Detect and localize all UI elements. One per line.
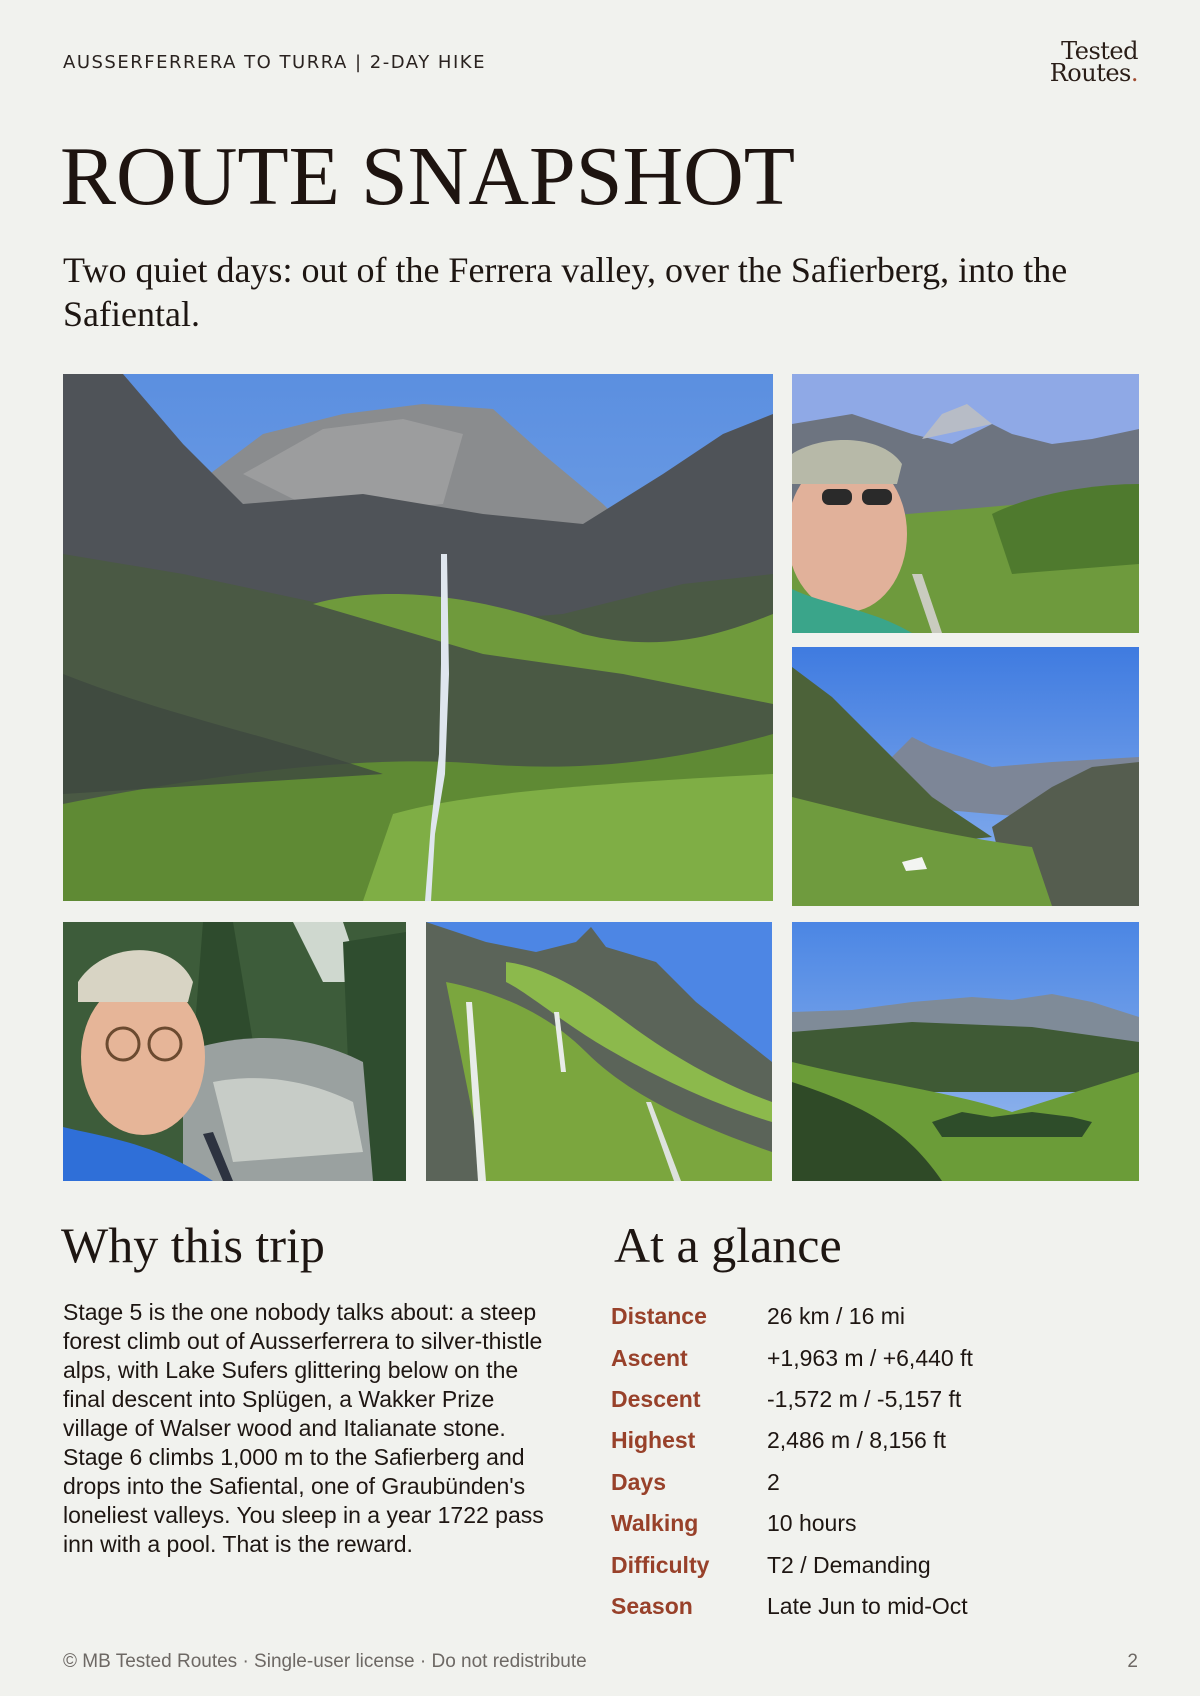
- glance-table: [611, 1296, 1151, 1627]
- glance-value: 2: [767, 1468, 780, 1495]
- glance-key: Highest: [611, 1427, 696, 1454]
- page-title: ROUTE SNAPSHOT: [60, 130, 796, 223]
- glance-row-highest: [611, 1420, 1151, 1461]
- green-cliffs-photo: [426, 922, 772, 1181]
- glance-row-season: [611, 1586, 1151, 1627]
- license-footer: © MB Tested Routes · Single-user license · Do not redistribute: [63, 1651, 587, 1672]
- tested-routes-logo: [1049, 37, 1138, 87]
- glance-value: +1,963 m / +6,440 ft: [767, 1344, 973, 1371]
- glance-key: Season: [611, 1592, 693, 1619]
- hiker-selfie-river-photo: [63, 922, 406, 1181]
- glance-value: 2,486 m / 8,156 ft: [767, 1427, 947, 1454]
- glance-key: Ascent: [611, 1344, 688, 1371]
- glance-row-walking: [611, 1503, 1151, 1544]
- glance-key: Difficulty: [611, 1551, 710, 1578]
- glance-row-descent: [611, 1379, 1151, 1420]
- glance-row-difficulty: [611, 1544, 1151, 1585]
- glance-key: Descent: [611, 1385, 701, 1412]
- glance-key: Distance: [611, 1303, 707, 1330]
- glance-row-ascent: [611, 1337, 1151, 1378]
- glance-value: -1,572 m / -5,157 ft: [767, 1385, 962, 1412]
- logo-line-2: Routes.: [1049, 59, 1138, 87]
- logo-line-1: Tested: [1061, 37, 1138, 65]
- why-body: Stage 5 is the one nobody talks about: a steep forest climb out of Ausserferrera to silver-thistle alps, with Lake Sufers glittering below on the final descent into Splügen, a Wakker Prize village of Walser wood and Italianate stone. Stage 6 climbs 1,000 m to the Safierberg and drops into the Safiental, one of Graubünden's loneliest valleys. You sleep in a year 1722 pass inn with a pool. That is the reward.: [63, 1299, 544, 1557]
- glance-key: Walking: [611, 1510, 699, 1537]
- page-number: 2: [1127, 1651, 1138, 1672]
- hiker-selfie-alp-photo: [792, 374, 1139, 633]
- glance-heading: At a glance: [614, 1217, 842, 1273]
- glance-value: T2 / Demanding: [767, 1551, 931, 1578]
- glance-value: 10 hours: [767, 1510, 857, 1537]
- waterfall-valley-photo: [63, 374, 773, 901]
- wide-valley-photo: [792, 922, 1139, 1181]
- glance-row-days: [611, 1462, 1151, 1503]
- route-kicker: AUSSERFERRERA TO TURRA | 2-DAY HIKE: [63, 52, 486, 73]
- glance-row-distance: [611, 1296, 1151, 1337]
- glance-value: 26 km / 16 mi: [767, 1303, 906, 1330]
- glance-key: Days: [611, 1468, 666, 1495]
- glance-value: Late Jun to mid-Oct: [767, 1592, 968, 1619]
- grassy-valley-photo: [792, 647, 1139, 906]
- why-heading: Why this trip: [61, 1217, 325, 1273]
- page-subtitle: Two quiet days: out of the Ferrera valley, over the Safierberg, into the Safiental.: [63, 250, 1068, 334]
